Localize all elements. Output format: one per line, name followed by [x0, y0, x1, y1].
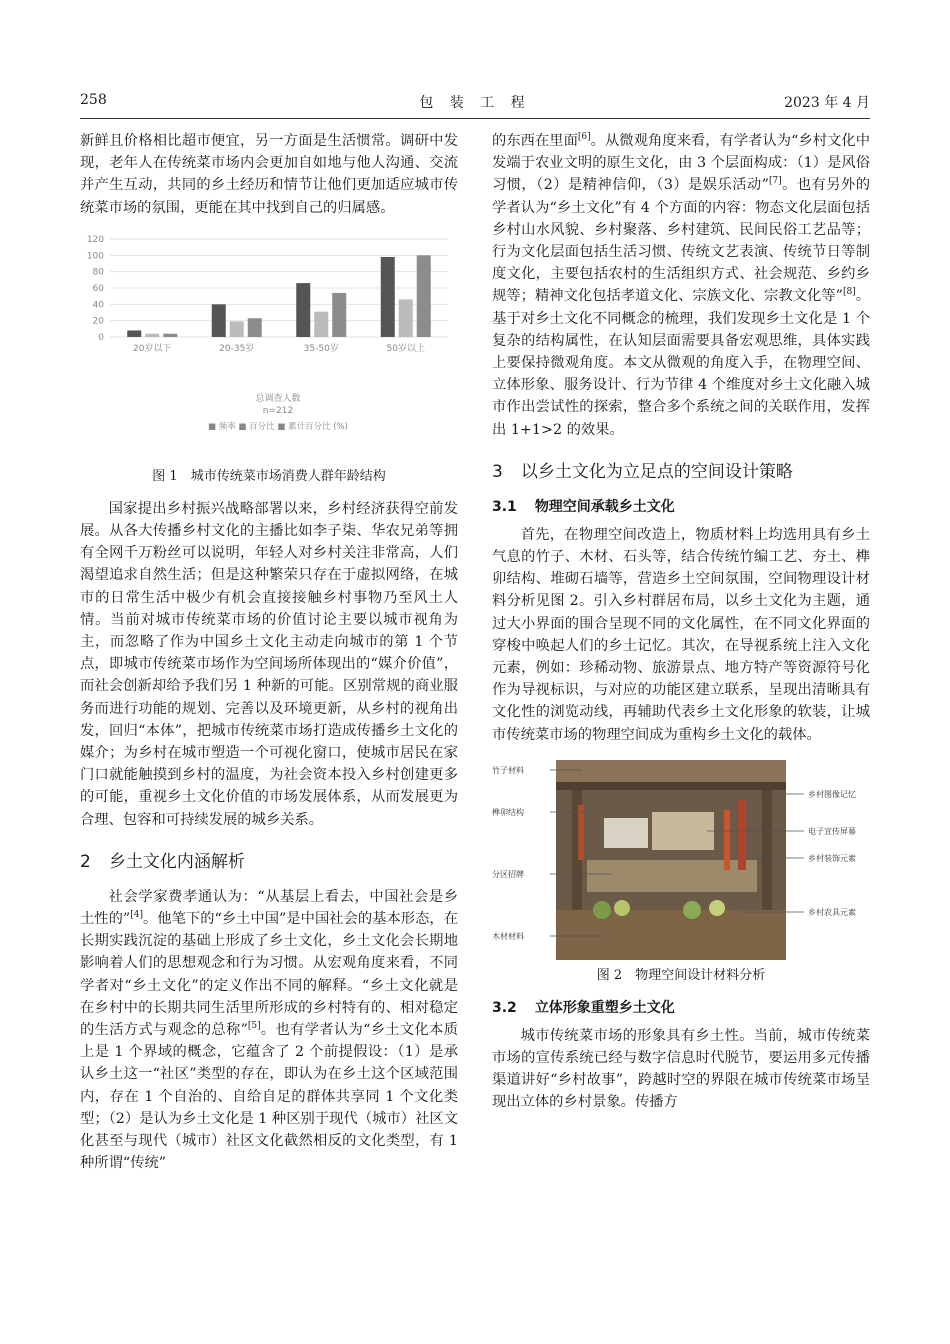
chart-bar: [230, 321, 244, 337]
section-number: 2: [80, 851, 91, 872]
section-title: 以乡土文化为立足点的空间设计策略: [520, 461, 793, 482]
chart-bar: [332, 293, 346, 337]
chart-bar: [127, 330, 141, 337]
fig2-label-left: 竹子材料: [492, 765, 524, 775]
chart-ytick: 100: [86, 251, 104, 262]
citation: [8]: [842, 287, 856, 298]
chart-ytick: 20: [92, 316, 104, 327]
citation: [5]: [247, 1021, 261, 1032]
paragraph: 新鲜且价格相比超市便宜，另一方面是生活惯常。调研中发现，老年人在传统菜市场内会更加自如地与他人沟通、交流并产生互动，共同的乡土经历和情节让他们更加适应城市传统菜市场的氛围，更能在其中找到自己的归属感。: [80, 133, 458, 216]
fig2-label-left: 分区招牌: [492, 869, 524, 879]
subsection-3-2-heading: [492, 997, 870, 1017]
fig2-label-right: 乡村图像记忆: [808, 789, 856, 799]
text-run: 。也有学者认为“乡土文化本质上是 1 个界域的概念，它蕴含了 2 个前提假设：（1）是承认乡土这一“社区”类型的存在，即认为在乡土这个区域范围内，存在 1 个自治的、自给自足的群体共享同 1 个文化类型；（2）是认为乡土文化是 1 种区别于现代（城市）社区文化甚至与现代（城市）社区文化截然相反的文化类型，有 1 种所谓“传统”: [80, 1022, 458, 1172]
citation: [7]: [768, 176, 782, 187]
fig2-label-right: 电子宣传屏幕: [808, 826, 856, 836]
chart-bar: [145, 334, 159, 337]
subsection-number: 3.2: [492, 999, 517, 1016]
page-number: 258: [80, 92, 107, 108]
chart-xtick: 20-35岁: [219, 343, 255, 354]
text-run: 。他笔下的“乡土中国”是中国社会的基本形态，在长期实践沉淀的基础上形成了乡土文化，乡土文化会长期地影响着人们的思想观念和行为习惯。从宏观角度来看，不同学者对“乡土文化”的定义作出不同的解释。“乡土文化就是在乡村中的长期共同生活里所形成的乡村特有的、相对稳定的生活方式与观念的总称”: [80, 911, 459, 1039]
right-column: [492, 130, 870, 1116]
chart-ytick: 0: [98, 332, 104, 343]
chart-bar: [314, 311, 328, 336]
text-run: 社会学家费孝通认为：“从基层上看去，中国社会是乡土性的”: [80, 888, 458, 928]
chart-bar: [296, 283, 310, 337]
paragraph: 城市传统菜市场的形象具有乡土性。当前，城市传统菜市场的宣传系统已经与数字信息时代脱节，要运用多元传播渠道讲好“乡村故事”，跨越时空的界限在城市传统菜市场呈现出立体的乡村景象。传播方: [492, 1027, 870, 1111]
chart-bar: [417, 255, 431, 337]
chart-ytick: 80: [92, 267, 104, 278]
paragraph: [492, 130, 870, 441]
chart-xtick: 20岁以下: [133, 343, 172, 354]
chart-bar: [163, 334, 177, 337]
chart-bar: [248, 318, 262, 337]
fig2-label-left: 木材材料: [492, 931, 524, 941]
text-run: 。也有另外的学者认为“乡土文化”有 4 个方面的内容：物态文化层面包括乡村山水风貌、乡村聚落、乡村建筑、民间民俗工艺品等；行为文化层面包括生活习惯、传统文艺表演、传统节日等制度文化，主要包括农村的生活组织方式、社会规范、乡约乡规等；精神文化包括孝道文化、宗族文化、宗教文化等”: [492, 177, 871, 305]
market-stall-illustration: [492, 760, 870, 960]
text-run: 。从微观角度来看，有学者认为“乡村文化中发端于农业文明的原生文化，由 3 个层面构成：（1）是风俗习惯，（2）是精神信仰，（3）是娱乐活动”: [492, 133, 871, 194]
paragraph: [80, 886, 458, 1175]
fig2-label-right: 乡村农具元素: [808, 907, 856, 917]
chart-bar: [399, 299, 413, 337]
text-run: 的东西在里面: [492, 133, 578, 149]
section-number: 3: [492, 461, 503, 482]
section-2-heading: [80, 847, 458, 872]
chart-bar: [212, 304, 226, 337]
chart-legend: ■ 频率 ■ 百分比 ■ 累计百分比 (%): [207, 421, 349, 432]
section-3-heading: [492, 457, 870, 482]
chart-ytick: 40: [92, 300, 104, 311]
figure-1-caption: 图 1 城市传统菜市场消费人群年龄结构: [152, 468, 386, 484]
header-rule: [80, 118, 870, 119]
citation: [6]: [577, 132, 591, 143]
journal-title: 包 装 工 程: [419, 95, 531, 111]
paragraph: 国家提出乡村振兴战略部署以来，乡村经济获得空前发展。从各大传播乡村文化的主播比如李子柒、华农兄弟等拥有全网千万粉丝可以说明，年轻人对乡村关注非常高，人们渴望追求自然生活；但是这种繁荣只存在于虚拟网络，在城市的日常生活中极少有机会直接接触乡村事物乃至风土人情。当前对城市传统菜市场的价值讨论主要以城市视角为主，而忽略了作为中国乡土文化主动走向城市的第 1 个节点，即城市传统菜市场作为空间场所体现出的“媒介价值”，而社会创新却给予我们另 1 种新的可能。区别常规的商业服务而进行功能的规划、完善以及环境更新，从乡村的视角出发，回归“本体”，把城市传统菜市场打造成传播乡土文化的媒介；为乡村在城市塑造一个可视化窗口，使城市居民在家门口就能触摸到乡村的温度，为社会资本投入乡村创建更多的可能，重视乡土文化价值的市场发展体系，从而发展更为合理、包容和可持续发展的城乡关系。: [80, 500, 458, 828]
chart-xtick: 35-50岁: [303, 343, 339, 354]
figure-2-material-analysis: [492, 760, 870, 960]
issue-date: 2023 年 4 月: [784, 95, 870, 111]
fig2-label-right: 乡村装饰元素: [808, 853, 856, 863]
left-column: [80, 130, 458, 1177]
page-header: [80, 92, 870, 114]
subsection-title: 立体形象重塑乡土文化: [534, 999, 675, 1016]
fig2-label-left: 榫卯结构: [492, 807, 524, 817]
chart-xlabel: 总调查人数: [255, 393, 301, 404]
chart-xtick: 50岁以上: [386, 343, 425, 354]
chart-xlabel-n: n=212: [262, 405, 294, 416]
chart-bar: [381, 257, 395, 337]
age-structure-bar-chart: [80, 229, 458, 457]
subsection-title: 物理空间承载乡土文化: [534, 498, 675, 515]
figure-2-caption: 图 2 物理空间设计材料分析: [596, 967, 766, 983]
paragraph: 首先，在物理空间改造上，物质材料上均选用具有乡土气息的竹子、木材、石头等，结合传统竹编工艺、夯土、榫卯结构、堆砌石墙等，营造乡土空间氛围，空间物理设计材料分析见图 2。引入乡村群居布局，以乡土文化为主题，通过大小界面的围合呈现不同的文化属性，在不同文化界面的穿梭中唤起人们的乡土记忆。其次，在导视系统上注入文化元素，例如：珍稀动物、旅游景点、地方特产等资源符号化作为导视标识，与对应的功能区建立联系，呈现出清晰具有文化性的浏览动线，再辅助代表乡土文化形象的软装，让城市传统菜市场的物理空间成为重构乡土文化的载体。: [492, 526, 870, 743]
subsection-number: 3.1: [492, 498, 517, 515]
section-title: 乡土文化内涵解析: [108, 851, 245, 872]
subsection-3-1-heading: [492, 496, 870, 516]
citation: [4]: [130, 910, 143, 921]
text-run: 。基于对乡土文化不同概念的梳理，我们发现乡土文化是 1 个复杂的结构属性，在认知层面需要具备宏观思维，具体实践上要保持微观角度。本文从微观的角度入手，在物理空间、立体形象、服务设计、行为节律 4 个维度对乡土文化融入城市作出尝试性的探索，整合多个系统之间的关联作用，发挥出 1+1>2 的效果。: [492, 288, 871, 438]
chart-ytick: 120: [86, 234, 104, 245]
chart-ytick: 60: [92, 283, 104, 294]
